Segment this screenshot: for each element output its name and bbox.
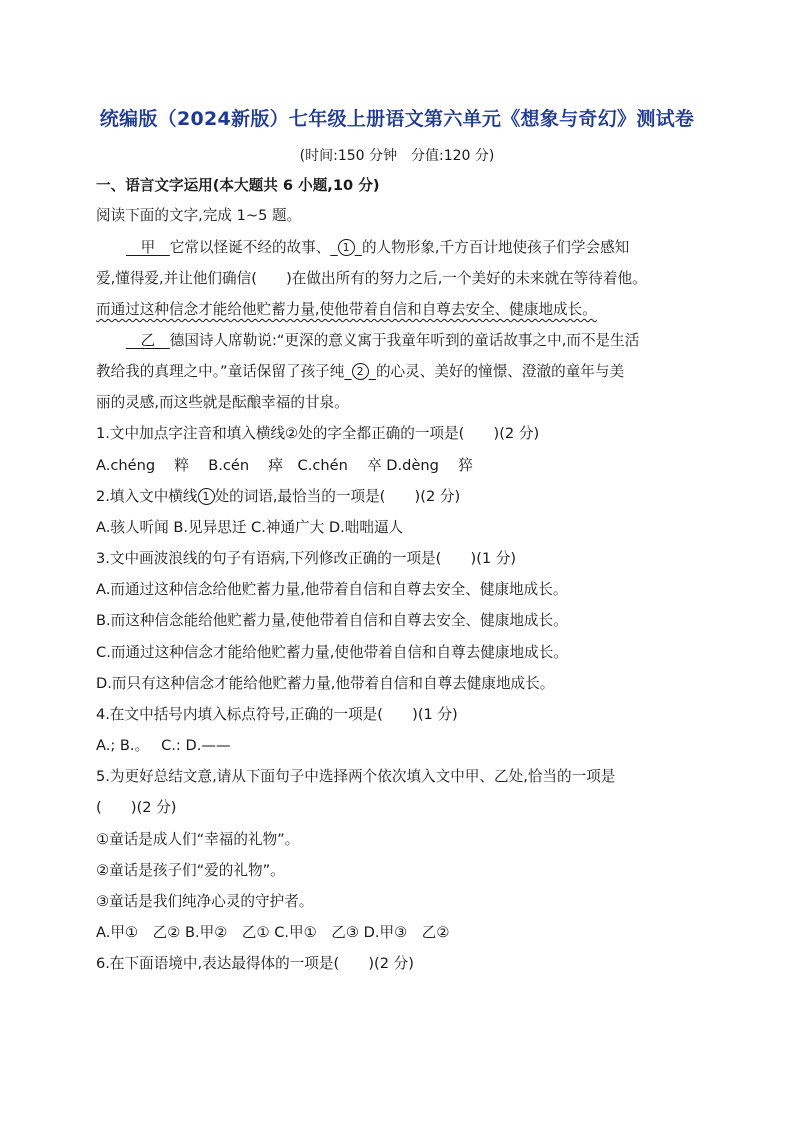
question-3: 3.文中画波浪线的句子有语病,下列修改正确的一项是( )(1 分) bbox=[96, 550, 517, 567]
question-text: 2.填入文中横线 bbox=[96, 488, 198, 505]
passage-p1-line1 bbox=[126, 238, 629, 258]
question-5-line1: 5.为更好总结文意,请从下面句子中选择两个依次填入文中甲、乙处,恰当的一项是 bbox=[96, 768, 616, 785]
passage-text: 它常以怪诞不经的故事、 bbox=[169, 239, 331, 256]
passage-text: 德国诗人席勒说:“更深的意义寓于我童年听到的童话故事之中,而不是生活 bbox=[169, 332, 640, 349]
question-5-sentence-2: ②童话是孩子们“爱的礼物”。 bbox=[96, 862, 285, 879]
question-2-options: A.骇人听闻 B.见异思迁 C.神通广大 D.咄咄逼人 bbox=[96, 519, 404, 536]
passage-p2-line2 bbox=[96, 362, 624, 382]
question-text: 处的词语,最恰当的一项是( )(2 分) bbox=[214, 488, 461, 505]
exam-time-score: (时间:150 分钟 分值:120 分) bbox=[299, 148, 495, 164]
question-3-option-d: D.而只有这种信念才能给他贮蓄力量,他带着自信和自尊去健康地成长。 bbox=[96, 675, 555, 692]
question-4-options: A.; B.。 C.: D.—— bbox=[96, 737, 231, 754]
question-3-option-a: A.而通过这种信念给他贮蓄力量,他带着自信和自尊去安全、健康地成长。 bbox=[96, 581, 568, 598]
question-1-options: A.chéng 粹 B.cén 瘁 C.chén 卒 D.dèng 猝 bbox=[96, 457, 473, 474]
question-3-option-c: C.而通过这种信念才能给他贮蓄力量,使他带着自信和自尊去健康地成长。 bbox=[96, 644, 568, 661]
question-2 bbox=[96, 487, 460, 507]
blank-yi: 乙 bbox=[126, 332, 170, 349]
section-heading: 一、语言文字运用(本大题共 6 小题,10 分) bbox=[96, 177, 380, 194]
question-5-line2: ( )(2 分) bbox=[96, 799, 177, 816]
section-instruction: 阅读下面的文字,完成 1~5 题。 bbox=[96, 207, 302, 224]
circled-number: 2 bbox=[352, 363, 369, 380]
passage-text: 的人物形象,千方百计地使孩子们学会感知 bbox=[361, 239, 630, 256]
question-5-sentence-1: ①童话是成人们“幸福的礼物”。 bbox=[96, 831, 300, 848]
blank-jia: 甲 bbox=[126, 239, 170, 256]
question-3-option-b: B.而这种信念能给他贮蓄力量,使他带着自信和自尊去安全、健康地成长。 bbox=[96, 612, 568, 629]
question-4: 4.在文中括号内填入标点符号,正确的一项是( )(1 分) bbox=[96, 706, 458, 723]
passage-p1-line2: 爱,懂得爱,并让他们确信( )在做出所有的努力之后,一个美好的未来就在等待着他。 bbox=[96, 270, 647, 287]
passage-p2-line1 bbox=[126, 331, 639, 351]
question-5-sentence-3: ③童话是我们纯净心灵的守护者。 bbox=[96, 893, 314, 910]
passage-p2-line3: 丽的灵感,而这些就是酝酿幸福的甘泉。 bbox=[96, 394, 349, 411]
question-1: 1.文中加点字注音和填入横线②处的字全都正确的一项是( )(2 分) bbox=[96, 425, 540, 442]
blank-1 bbox=[330, 239, 362, 256]
page-title: 统编版（2024新版）七年级上册语文第六单元《想象与奇幻》测试卷 bbox=[99, 108, 695, 130]
question-5-options: A.甲① 乙② B.甲② 乙① C.甲① 乙③ D.甲③ 乙② bbox=[96, 924, 450, 941]
blank-2 bbox=[344, 363, 376, 380]
passage-p1-line3-wavy: 而通过这种信念才能给他贮蓄力量,使他带着自信和自尊去安全、健康地成长。 bbox=[96, 301, 597, 318]
circled-number: 1 bbox=[198, 488, 215, 505]
passage-text: 的心灵、美好的憧憬、澄澈的童年与美 bbox=[375, 363, 625, 380]
question-6: 6.在下面语境中,表达最得体的一项是( )(2 分) bbox=[96, 955, 414, 972]
circled-number: 1 bbox=[338, 239, 355, 256]
passage-text: 教给我的真理之中。”童话保留了孩子纯 bbox=[96, 363, 345, 380]
